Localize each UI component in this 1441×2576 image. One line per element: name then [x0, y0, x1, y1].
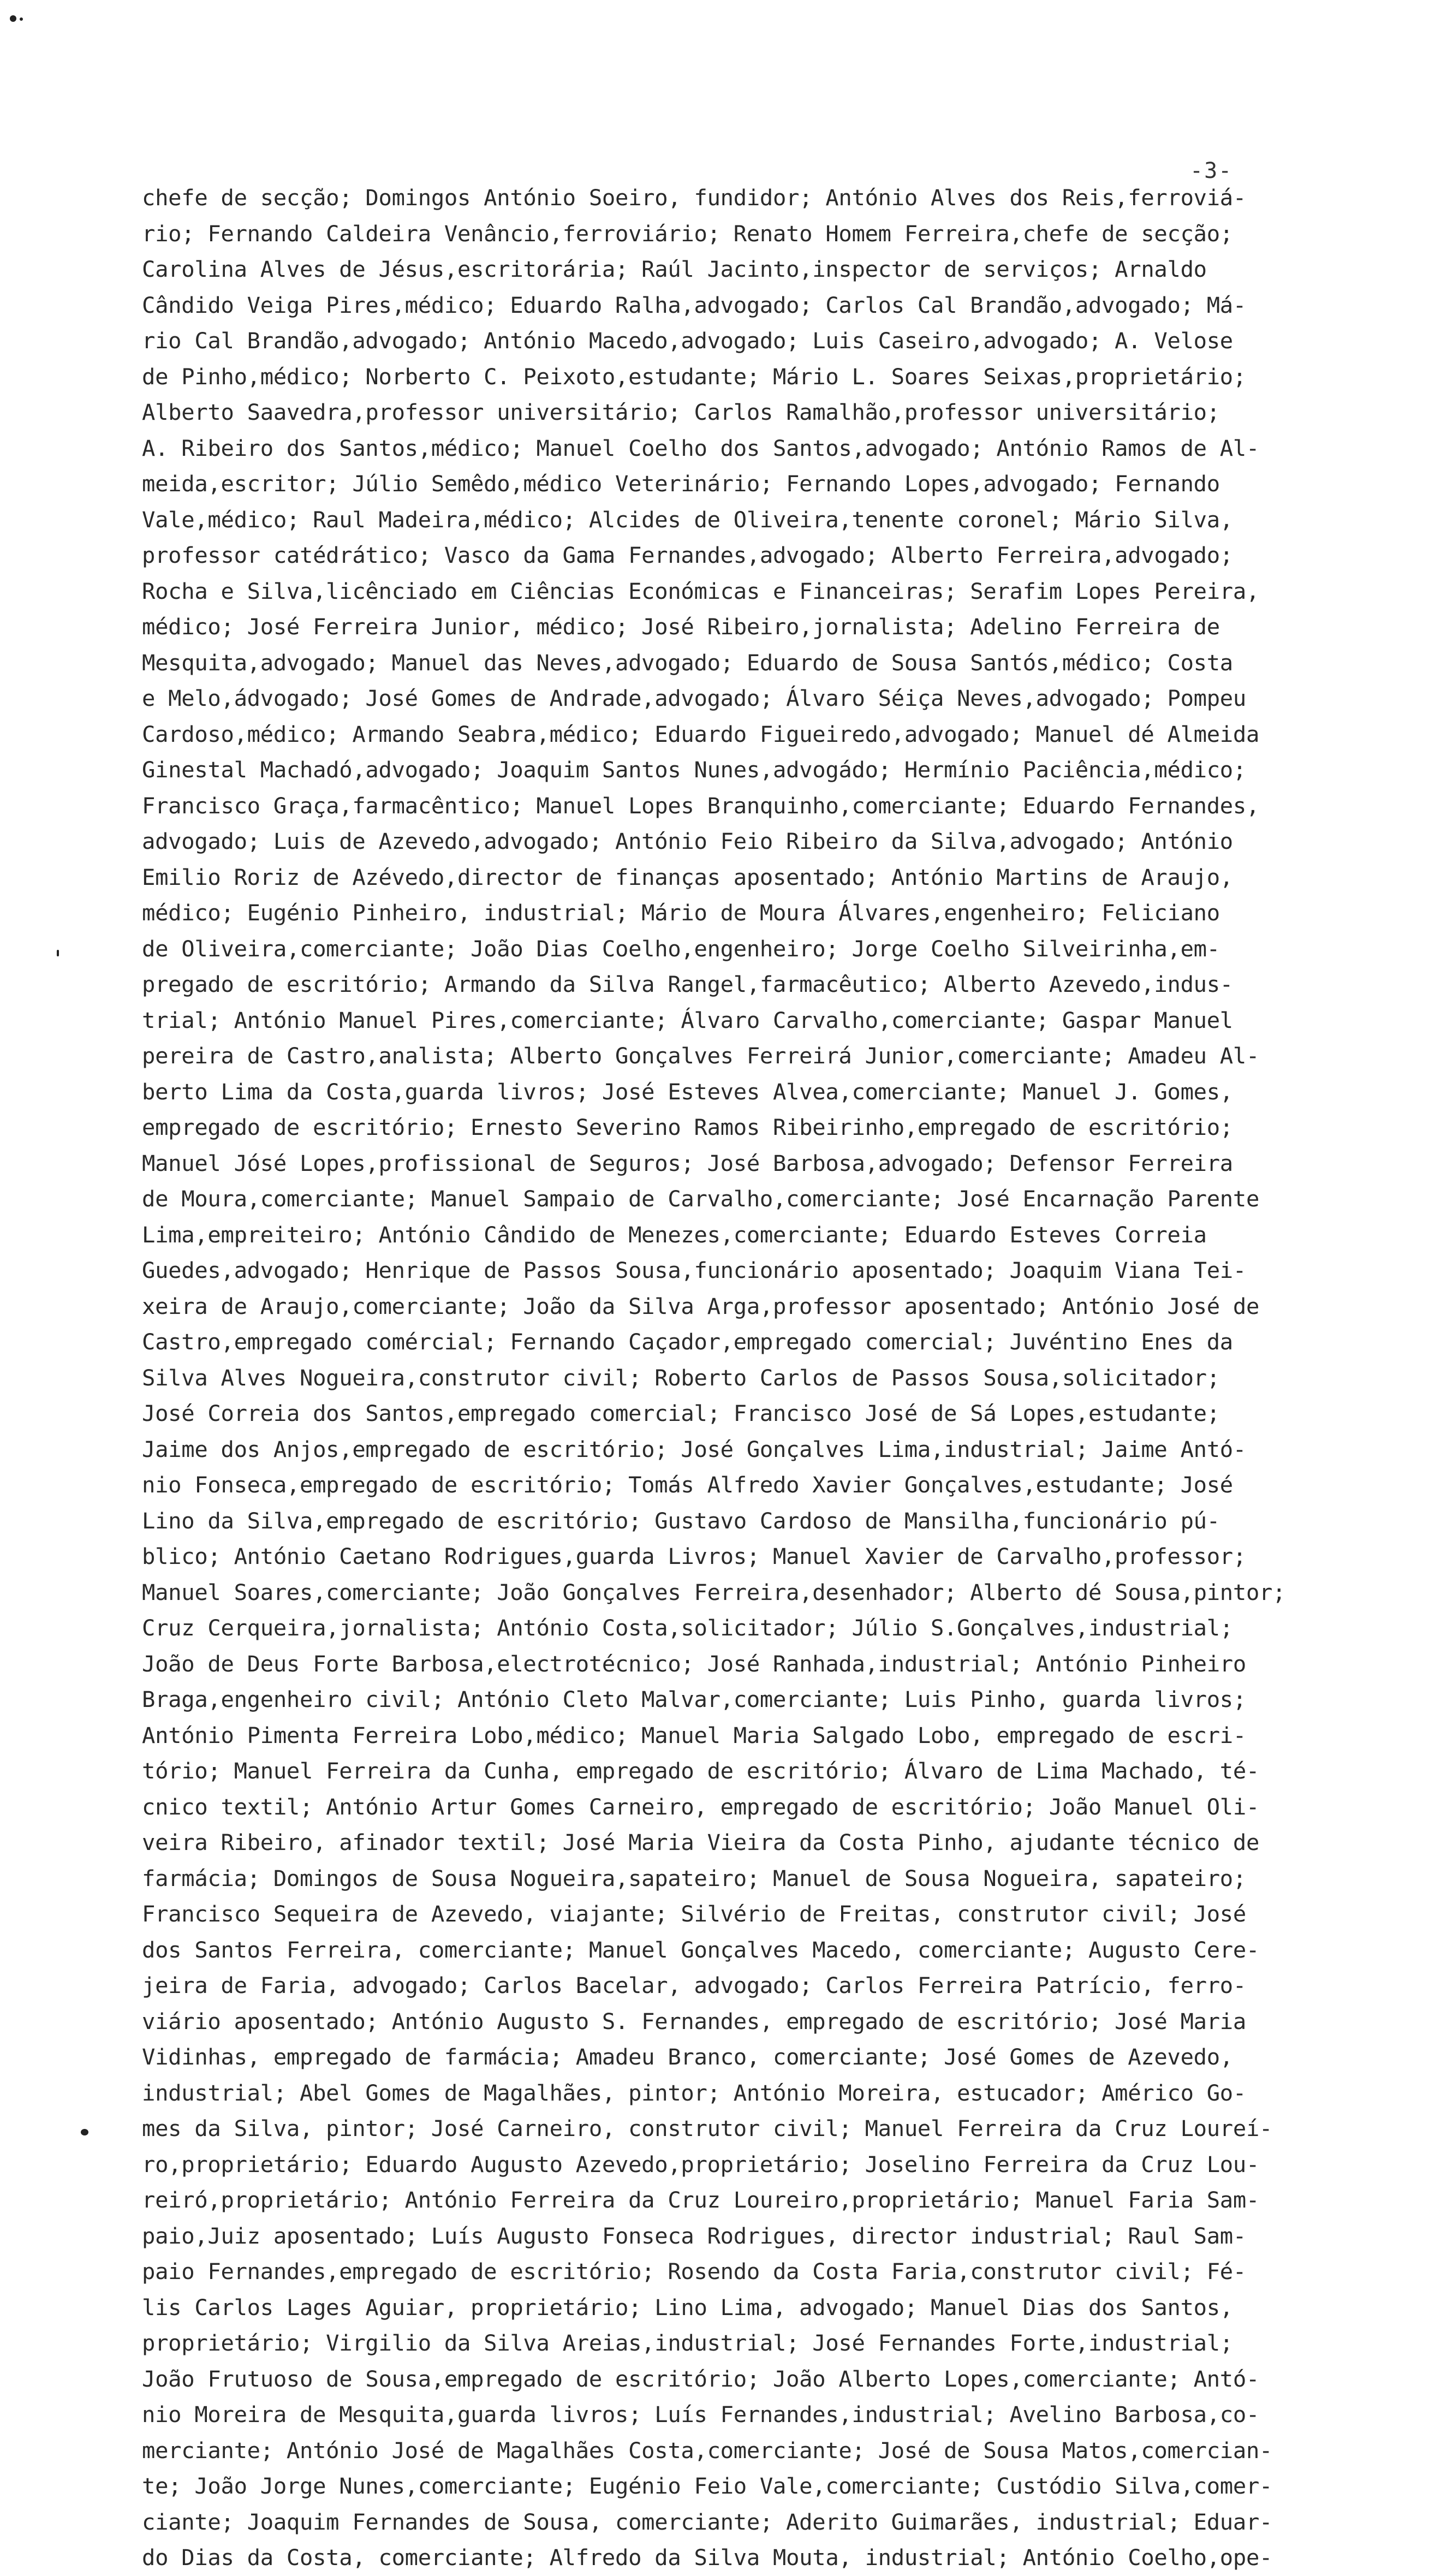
text-line: Silva Alves Nogueira,construtor civil; Roberto Carlos de Passos Sousa,solicitador;: [142, 1364, 1220, 1391]
ink-speck: [20, 17, 23, 21]
text-line: reiró,proprietário; António Ferreira da Cruz Loureiro,proprietário; Manuel Faria Sam-: [142, 2187, 1260, 2213]
text-line: médico; José Ferreira Junior, médico; José Ribeiro,jornalista; Adelino Ferreira de: [142, 614, 1220, 640]
text-line: Lima,empreiteiro; António Cândido de Menezes,comerciante; Eduardo Esteves Correia: [142, 1221, 1207, 1248]
text-line: proprietário; Virgilio da Silva Areias,industrial; José Fernandes Forte,industrial;: [142, 2330, 1233, 2356]
text-line: blico; António Caetano Rodrigues,guarda Livros; Manuel Xavier de Carvalho,professor;: [142, 1543, 1246, 1569]
ink-speck: [81, 2129, 88, 2135]
text-line: pereira de Castro,analista; Alberto Gonçalves Ferreirá Junior,comerciante; Amadeu Al-: [142, 1043, 1260, 1069]
text-line: Francisco Sequeira de Azevedo, viajante; Silvério de Freitas, construtor civil; José: [142, 1901, 1246, 1927]
text-line: farmácia; Domingos de Sousa Nogueira,sapateiro; Manuel de Sousa Nogueira, sapateiro;: [142, 1865, 1246, 1891]
text-line: Cândido Veiga Pires,médico; Eduardo Ralha,advogado; Carlos Cal Brandão,advogado; Má-: [142, 291, 1246, 318]
text-line: e Melo,ádvogado; José Gomes de Andrade,advogado; Álvaro Séiça Neves,advogado; Pompeu: [142, 685, 1246, 711]
text-line: jeira de Faria, advogado; Carlos Bacelar, advogado; Carlos Ferreira Patrício, ferro-: [142, 1972, 1246, 1998]
text-line: Vidinhas, empregado de farmácia; Amadeu Branco, comerciante; José Gomes de Azevedo,: [142, 2044, 1233, 2070]
text-line: João de Deus Forte Barbosa,electrotécnico; José Ranhada,industrial; António Pinheiro: [142, 1650, 1246, 1677]
text-line: de Pinho,médico; Norberto C. Peixoto,estudante; Mário L. Soares Seixas,proprietário;: [142, 363, 1246, 390]
text-line: do Dias da Costa, comerciante; Alfredo da Silva Mouta, industrial; António Coelho,ope-: [142, 2544, 1273, 2571]
text-line: Cardoso,médico; Armando Seabra,médico; Eduardo Figueiredo,advogado; Manuel dé Almeida: [142, 721, 1260, 747]
text-line: de Moura,comerciante; Manuel Sampaio de Carvalho,comerciante; José Encarnação Parente: [142, 1186, 1260, 1212]
text-line: tório; Manuel Ferreira da Cunha, empregado de escritório; Álvaro de Lima Machado, té-: [142, 1758, 1260, 1784]
text-line: Lino da Silva,empregado de escritório; Gustavo Cardoso de Mansilha,funcionário pú-: [142, 1507, 1220, 1534]
text-line: Carolina Alves de Jésus,escritorária; Raúl Jacinto,inspector de serviços; Arnaldo: [142, 256, 1207, 282]
text-line: cnico textil; António Artur Gomes Carneiro, empregado de escritório; João Manuel Oli-: [142, 1793, 1260, 1820]
text-line: Cruz Cerqueira,jornalista; António Costa,solicitador; Júlio S.Gonçalves,industrial;: [142, 1615, 1233, 1641]
text-line: Guedes,advogado; Henrique de Passos Sousa,funcionário aposentado; Joaquim Viana Tei-: [142, 1257, 1246, 1283]
text-line: Manuel Jósé Lopes,profissional de Seguros; José Barbosa,advogado; Defensor Ferreira: [142, 1150, 1233, 1176]
text-line: António Pimenta Ferreira Lobo,médico; Manuel Maria Salgado Lobo, empregado de escri-: [142, 1722, 1246, 1748]
text-line: de Oliveira,comerciante; João Dias Coelho,engenheiro; Jorge Coelho Silveirinha,em-: [142, 935, 1220, 962]
text-line: viário aposentado; António Augusto S. Fernandes, empregado de escritório; José Maria: [142, 2008, 1246, 2034]
text-line: pregado de escritório; Armando da Silva Rangel,farmacêutico; Alberto Azevedo,indus-: [142, 971, 1233, 997]
text-line: Ginestal Machadó,advogado; Joaquim Santos Nunes,advogádo; Hermínio Paciência,médico;: [142, 757, 1246, 783]
text-line: ciante; Joaquim Fernandes de Sousa, comerciante; Aderito Guimarães, industrial; Eduar-: [142, 2508, 1273, 2535]
text-line: te; João Jorge Nunes,comerciante; Eugénio Feio Vale,comerciante; Custódio Silva,comer-: [142, 2473, 1273, 2499]
text-line: rio; Fernando Caldeira Venâncio,ferroviário; Renato Homem Ferreira,chefe de secção;: [142, 220, 1233, 247]
text-line: lis Carlos Lages Aguiar, proprietário; Lino Lima, advogado; Manuel Dias dos Santos,: [142, 2294, 1233, 2321]
text-line: Mesquita,advogado; Manuel das Neves,advogado; Eduardo de Sousa Santós,médico; Costa: [142, 649, 1233, 676]
body-text: [142, 180, 1408, 2576]
text-line: Braga,engenheiro civil; António Cleto Malvar,comerciante; Luis Pinho, guarda livros;: [142, 1686, 1246, 1712]
ink-speck: [10, 15, 16, 22]
text-line: nio Moreira de Mesquita,guarda livros; Luís Fernandes,industrial; Avelino Barbosa,co-: [142, 2401, 1260, 2428]
text-line: industrial; Abel Gomes de Magalhães, pintor; António Moreira, estucador; Américo Go-: [142, 2079, 1246, 2106]
text-line: paio Fernandes,empregado de escritório; Rosendo da Costa Faria,construtor civil; Fé-: [142, 2258, 1246, 2285]
text-line: trial; António Manuel Pires,comerciante; Álvaro Carvalho,comerciante; Gaspar Manuel: [142, 1007, 1233, 1033]
text-line: ro,proprietário; Eduardo Augusto Azevedo,proprietário; Joselino Ferreira da Cruz Lou-: [142, 2151, 1260, 2178]
text-line: meida,escritor; Júlio Semêdo,médico Veterinário; Fernando Lopes,advogado; Fernando: [142, 471, 1220, 497]
text-line: mes da Silva, pintor; José Carneiro, construtor civil; Manuel Ferreira da Cruz Loureí-: [142, 2115, 1273, 2141]
text-line: professor catédrático; Vasco da Gama Fernandes,advogado; Alberto Ferreira,advogado;: [142, 542, 1233, 568]
text-line: A. Ribeiro dos Santos,médico; Manuel Coelho dos Santos,advogado; António Ramos de Al-: [142, 435, 1260, 461]
page-number: -3-: [1190, 158, 1233, 183]
text-line: empregado de escritório; Ernesto Severino Ramos Ribeirinho,empregado de escritório;: [142, 1114, 1233, 1140]
text-line: advogado; Luis de Azevedo,advogado; António Feio Ribeiro da Silva,advogado; António: [142, 828, 1233, 854]
text-line: Jaime dos Anjos,empregado de escritório; José Gonçalves Lima,industrial; Jaime Antó-: [142, 1436, 1246, 1462]
text-line: nio Fonseca,empregado de escritório; Tomás Alfredo Xavier Gonçalves,estudante; José: [142, 1472, 1233, 1498]
text-line: Emilio Roriz de Azévedo,director de finanças aposentado; António Martins de Araujo,: [142, 864, 1233, 890]
text-line: Alberto Saavedra,professor universitário; Carlos Ramalhão,professor universitário;: [142, 399, 1220, 425]
text-line: Francisco Graça,farmacêntico; Manuel Lopes Branquinho,comerciante; Eduardo Fernandes,: [142, 792, 1260, 819]
text-line: xeira de Araujo,comerciante; João da Silva Arga,professor aposentado; António José de: [142, 1293, 1260, 1319]
text-line: paio,Juiz aposentado; Luís Augusto Fonseca Rodrigues, director industrial; Raul Sam-: [142, 2222, 1246, 2249]
text-line: rio Cal Brandão,advogado; António Macedo,advogado; Luis Caseiro,advogado; A. Velose: [142, 328, 1233, 354]
text-line: chefe de secção; Domingos António Soeiro, fundidor; António Alves dos Reis,ferroviá-: [142, 185, 1246, 211]
text-line: João Frutuoso de Sousa,empregado de escritório; João Alberto Lopes,comerciante; Antó-: [142, 2365, 1260, 2392]
text-line: berto Lima da Costa,guarda livros; José Esteves Alvea,comerciante; Manuel J. Gomes,: [142, 1078, 1233, 1105]
text-line: veira Ribeiro, afinador textil; José Maria Vieira da Costa Pinho, ajudante técnico de: [142, 1829, 1260, 1855]
text-line: Castro,empregado comércial; Fernando Caçador,empregado comercial; Juvéntino Enes da: [142, 1329, 1233, 1355]
text-line: médico; Eugénio Pinheiro, industrial; Mário de Moura Álvares,engenheiro; Feliciano: [142, 900, 1220, 926]
text-line: Manuel Soares,comerciante; João Gonçalves Ferreira,desenhador; Alberto dé Sousa,pintor;: [142, 1579, 1286, 1605]
ink-speck: [57, 950, 59, 956]
text-line: merciante; António José de Magalhães Costa,comerciante; José de Sousa Matos,comercian-: [142, 2437, 1273, 2464]
text-line: Rocha e Silva,licênciado em Ciências Económicas e Financeiras; Serafim Lopes Pereira,: [142, 578, 1260, 604]
text-line: dos Santos Ferreira, comerciante; Manuel Gonçalves Macedo, comerciante; Augusto Cere-: [142, 1936, 1260, 1963]
text-line: José Correia dos Santos,empregado comercial; Francisco José de Sá Lopes,estudante;: [142, 1400, 1220, 1426]
text-line: Vale,médico; Raul Madeira,médico; Alcides de Oliveira,tenente coronel; Mário Silva,: [142, 506, 1233, 533]
